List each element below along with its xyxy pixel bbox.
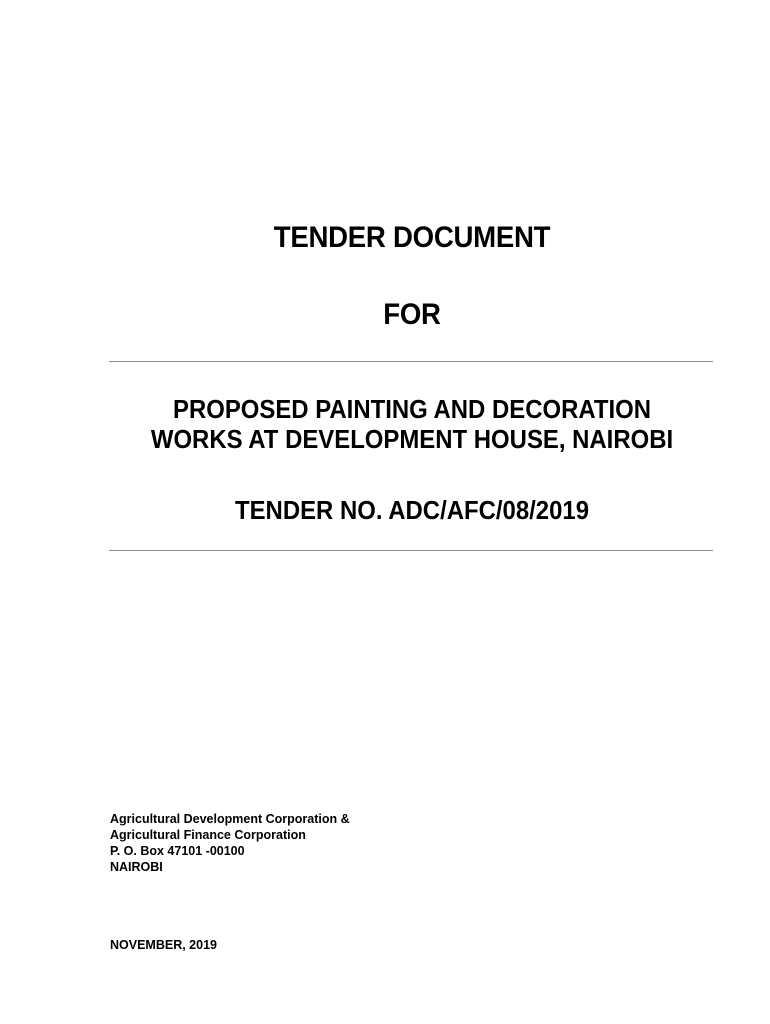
bottom-divider <box>109 550 713 551</box>
document-date: NOVEMBER, 2019 <box>110 938 217 952</box>
address-line-3: P. O. Box 47101 -00100 <box>110 844 245 858</box>
document-for-heading: FOR <box>383 298 441 331</box>
address-line-1: Agricultural Development Corporation & <box>110 812 350 826</box>
project-title-line-1: PROPOSED PAINTING AND DECORATION <box>173 394 651 424</box>
address-line-2: Agricultural Finance Corporation <box>110 828 306 842</box>
address-line-4: NAIROBI <box>110 860 163 874</box>
tender-number: TENDER NO. ADC/AFC/08/2019 <box>234 495 589 525</box>
top-divider <box>109 361 713 362</box>
project-title-line-2: WORKS AT DEVELOPMENT HOUSE, NAIROBI <box>150 424 674 454</box>
document-title: TENDER DOCUMENT <box>273 221 551 254</box>
address-block <box>110 811 350 875</box>
